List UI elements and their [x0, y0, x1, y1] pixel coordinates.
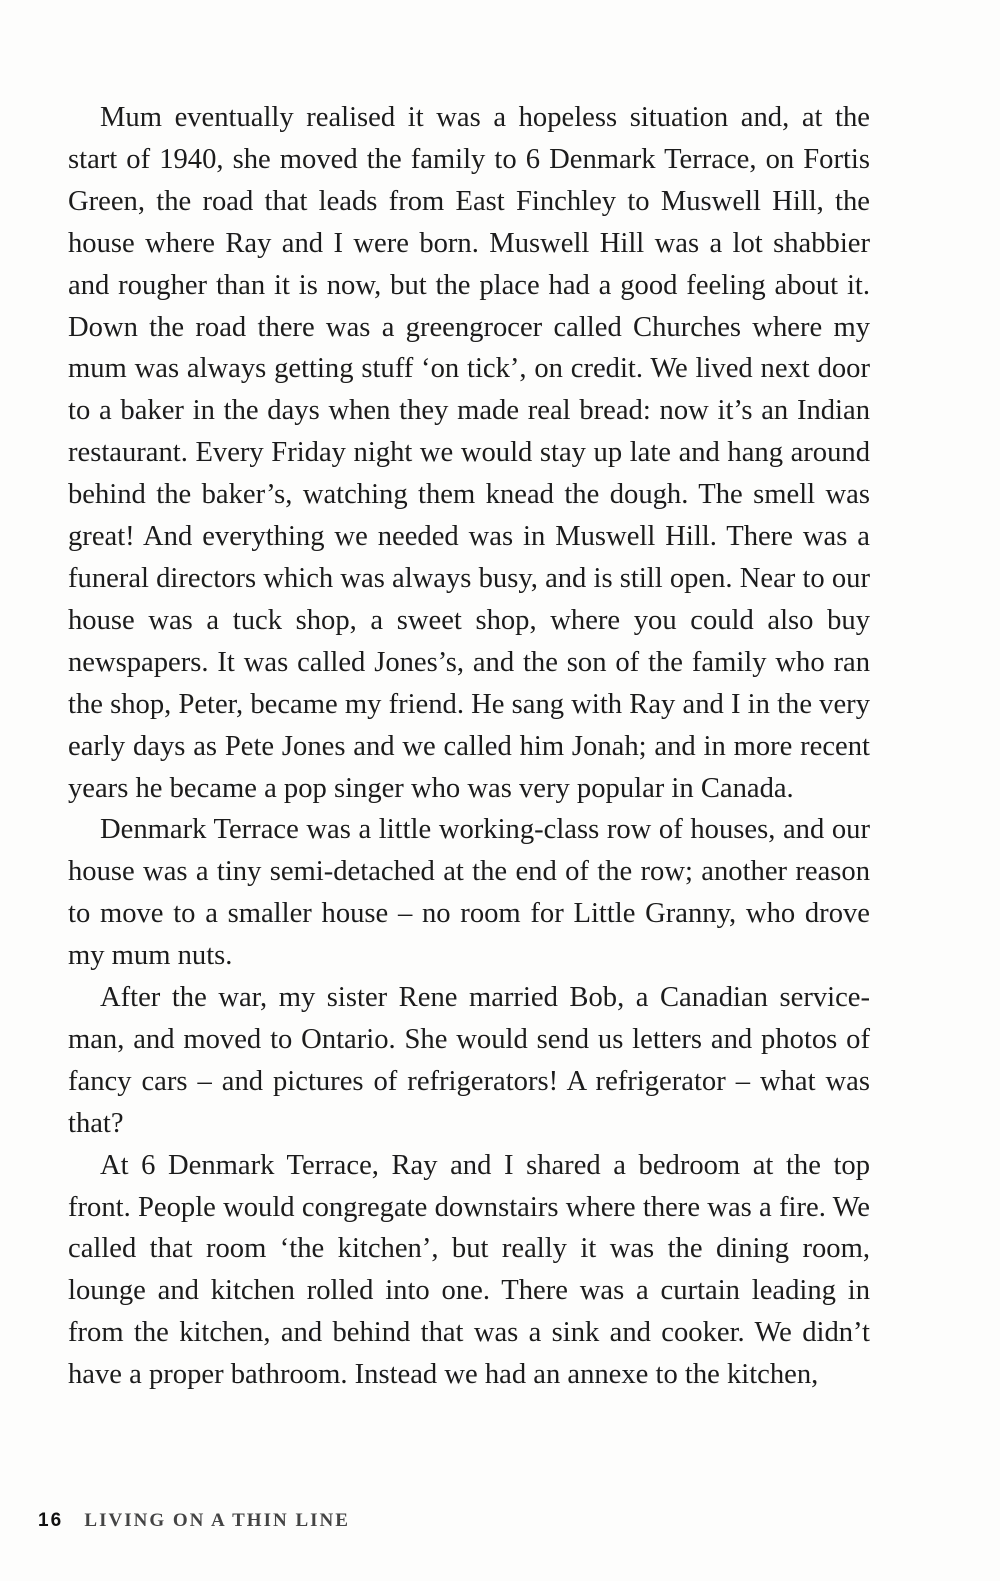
page-number: 16 [38, 1510, 64, 1531]
running-head: LIVING ON A THIN LINE [84, 1510, 350, 1531]
paragraph-1: Mum eventually realised it was a hopeless situation and, at the start of 1940, she moved the family to 6 Denmark Terrace, on Fortis Green, the road that leads from East Finchley to Muswell Hill, the house where Ray and I were born. Muswell Hill was a lot shabbier and rougher than it is now, but the place had a good feeling about it. Down the road there was a greengrocer called Churches where my mum was always getting stuff ‘on tick’, on credit. We lived next door to a baker in the days when they made real bread: now it’s an Indian restaurant. Every Friday night we would stay up late and hang around behind the baker’s, watching them knead the dough. The smell was great! And everything we needed was in Muswell Hill. There was a funeral directors which was always busy, and is still open. Near to our house was a tuck shop, a sweet shop, where you could also buy newspapers. It was called Jones’s, and the son of the family who ran the shop, Peter, became my friend. He sang with Ray and I in the very early days as Pete Jones and we called him Jonah; and in more recent years he became a pop singer who was very popular in Canada. [68, 102, 870, 804]
page-footer [38, 1510, 350, 1532]
body-text [68, 97, 870, 1396]
paragraph-4: At 6 Denmark Terrace, Ray and I shared a bedroom at the top front. People would congregate downstairs where there was a fire. We called that room ‘the kitchen’, but really it was the dining room, lounge and kitchen rolled into one. There was a curtain leading in from the kitchen, and behind that was a sink and cooker. We didn’t have a proper bathroom. Instead we had an annexe to the kitchen, [68, 1149, 870, 1391]
paragraph-3: After the war, my sister Rene married Bob, a Canadian serviceman, and moved to Ontario. She would send us letters and photos of fancy cars – and pictures of refrigerators! A refrigerator – what was that? [68, 982, 870, 1139]
paragraph-2: Denmark Terrace was a little working-class row of houses, and our house was a tiny semi-detached at the end of the row; another reason to move to a smaller house – no room for Little Granny, who drove my mum nuts. [68, 814, 870, 972]
